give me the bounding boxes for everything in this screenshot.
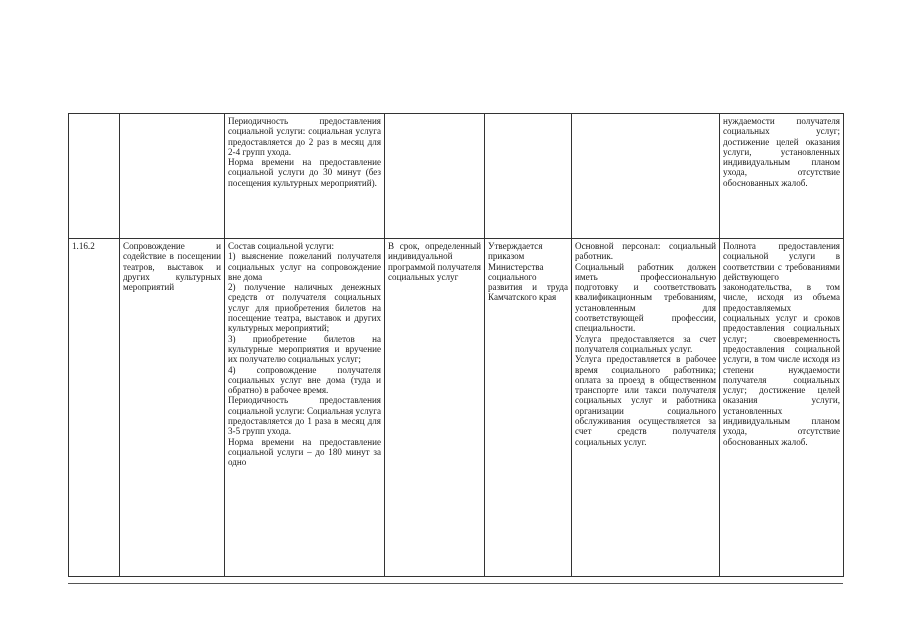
continuation-row [69, 114, 844, 239]
cont-cell-conditions [572, 114, 720, 239]
cont-periodicity-text: Периодичность предоставления социальной услуги: социальная услуга предоставляется до 2 раз в месяц для 2-4 групп ухода. [228, 116, 381, 157]
conditions-staff: Основной персонал: социальный работник. [575, 241, 716, 262]
cont-time-norm-text: Норма времени на предоставление социальной услуги до 30 минут (без посещения культурных мероприятий). [228, 157, 381, 188]
content-periodicity: Периодичность предоставления социальной услуги: Социальная услуга предоставляется до 1 раза в месяц для 3-5 групп ухода. [228, 395, 381, 437]
service-quality: Полнота предоставления социальной услуги в соответствии с требованиями действующего законодательства, в том числе, исходя из объема предоставляемых социальных услуг и сроков предоставления социальных услуг; своевременность предоставления социальной услуги, в том числе исходя из степени нуждаемости получателя социальных услуг; достижение целей оказания услуги, установленных индивидуальным планом ухода, отсутствие обоснованных жалоб. [720, 239, 844, 577]
service-row-1-16-2 [69, 239, 844, 577]
content-heading: Состав социальной услуги: [228, 241, 335, 251]
conditions-schedule: Услуга предоставляется в рабочее время социального работника; оплата за проезд в общественном транспорте или такси получателя социальных услуг и работника организации социального обслуживания осуществляется за счет средств получателя социальных услуг. [575, 354, 716, 447]
content-time-norm: Норма времени на предоставление социальной услуги – до 180 минут за одно [228, 436, 381, 468]
content-item-1: 1) выяснение пожеланий получателя социальных услуг на сопровождение вне дома [228, 251, 381, 282]
conditions-qualification: Социальный работник должен иметь профессиональную подготовку и соответствовать квалификационным требованиям, установленным для соответствующей профессии, специальности. [575, 261, 716, 334]
content-item-2: 2) получение наличных денежных средств от получателя социальных услуг для приобретения билетов на посещение театра, выставок и других культурных мероприятий; [228, 282, 381, 334]
conditions-payment: Услуга предоставляется за счет получателя социальных услуг. [575, 333, 716, 354]
service-number: 1.16.2 [69, 239, 120, 577]
service-term: В срок, определенный индивидуальной программой получателя социальных услуг [385, 239, 485, 577]
cont-cell-name [120, 114, 225, 239]
services-table [68, 113, 844, 577]
content-item-4: 4) сопровождение получателя социальных услуг вне дома (туда и обратно) в рабочее время. [228, 364, 381, 396]
page-bottom-rule [68, 583, 843, 584]
content-item-3: 3) приобретение билетов на культурные мероприятия и вручение их получателю социальных услуг; [228, 333, 381, 365]
cont-cell-content [225, 114, 385, 239]
service-tariff: Утверждается приказом Министерства социального развития и труда Камчатского края [485, 239, 572, 577]
cont-quality-text: нуждаемости получателя социальных услуг; достижение целей оказания услуги, установленных индивидуальным планом ухода, отсутствие обоснованных жалоб. [723, 116, 840, 188]
cont-cell-term [385, 114, 485, 239]
service-name: Сопровождение и содействие в посещении театров, выставок и других культурных мероприятий [120, 239, 225, 577]
cont-cell-tariff [485, 114, 572, 239]
service-conditions [572, 239, 720, 577]
cont-cell-quality [720, 114, 844, 239]
service-content [225, 239, 385, 577]
cont-cell-number [69, 114, 120, 239]
